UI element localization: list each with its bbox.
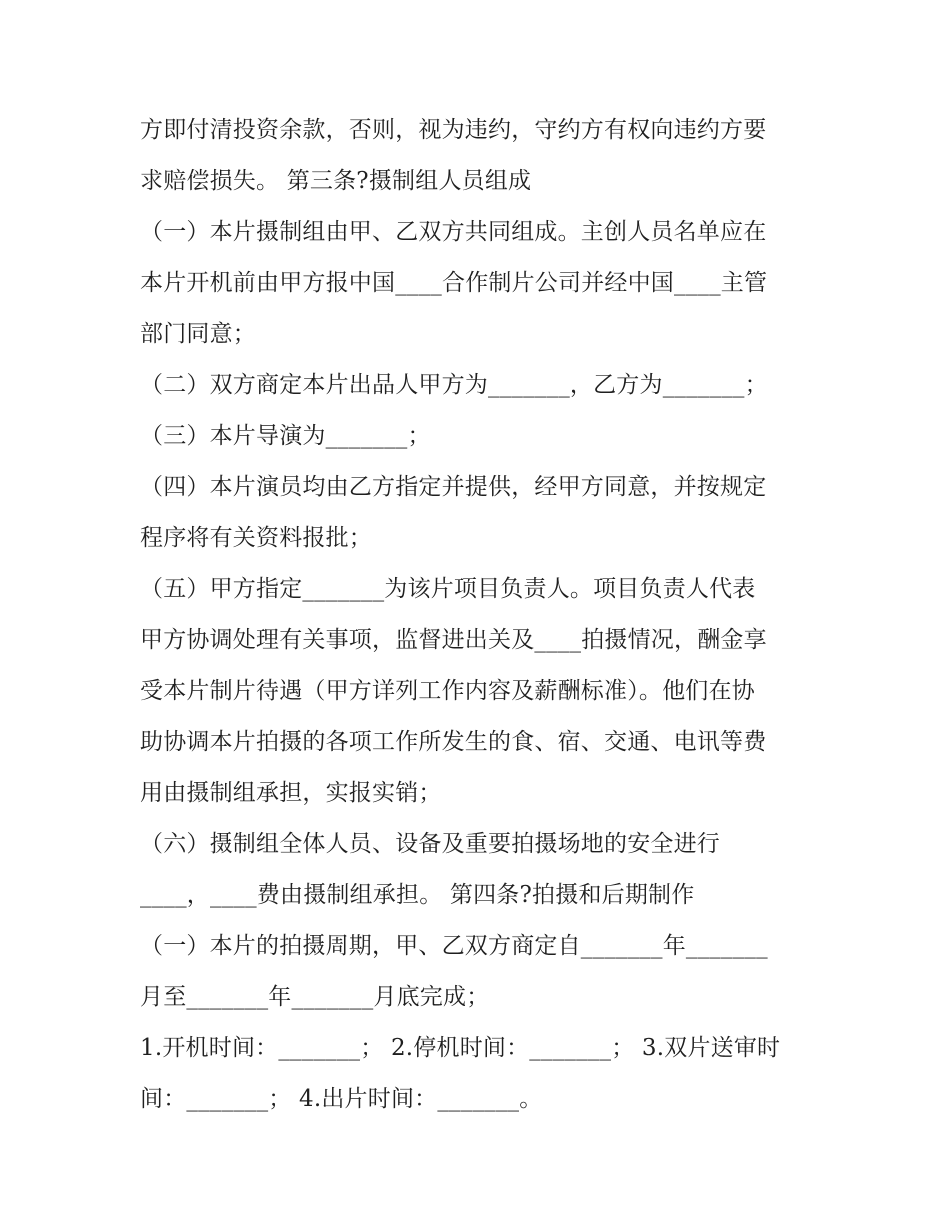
- text-line: 本片开机前由甲方报中国____合作制片公司并经中国____主管: [140, 270, 768, 296]
- text-line: （五）甲方指定_______为该片项目负责人。项目负责人代表: [140, 576, 756, 602]
- text-line: （二）双方商定本片出品人甲方为_______，乙方为_______；: [140, 372, 768, 398]
- text-line: （四）本片演员均由乙方指定并提供，经甲方同意，并按规定: [140, 474, 767, 500]
- text-line: （一）本片的拍摄周期，甲、乙双方商定自_______年_______: [140, 933, 768, 959]
- text-line: ____，____费由摄制组承担。 第四条?拍摄和后期制作: [140, 882, 695, 908]
- text-line: （三）本片导演为_______；: [140, 423, 431, 449]
- text-line: 部门同意；: [140, 321, 256, 347]
- text-line: 受本片制片待遇（甲方详列工作内容及薪酬标准）。他们在协: [140, 678, 755, 704]
- text-line: 方即付清投资余款，否则，视为违约，守约方有权向违约方要: [140, 117, 767, 143]
- text-line: 求赔偿损失。 第三条?摄制组人员组成: [140, 168, 532, 194]
- text-line: （一）本片摄制组由甲、乙双方共同组成。主创人员名单应在: [140, 219, 767, 245]
- text-line: 助协调本片拍摄的各项工作所发生的食、宿、交通、电讯等费: [140, 729, 767, 755]
- text-line: （六）摄制组全体人员、设备及重要拍摄场地的安全进行: [140, 831, 720, 857]
- text-line: 间：_______； 4.出片时间：_______。: [140, 1086, 543, 1112]
- text-line: 程序将有关资料报批；: [140, 525, 372, 551]
- text-line: 用由摄制组承担，实报实销；: [140, 780, 442, 806]
- contract-body: [140, 105, 820, 1125]
- text-line: 月至_______年_______月底完成；: [140, 984, 490, 1010]
- text-line: 甲方协调处理有关事项，监督进出关及____拍摄情况，酬金享: [140, 627, 767, 653]
- text-line: 1.开机时间：_______； 2.停机时间：_______； 3.双片送审时: [140, 1035, 781, 1061]
